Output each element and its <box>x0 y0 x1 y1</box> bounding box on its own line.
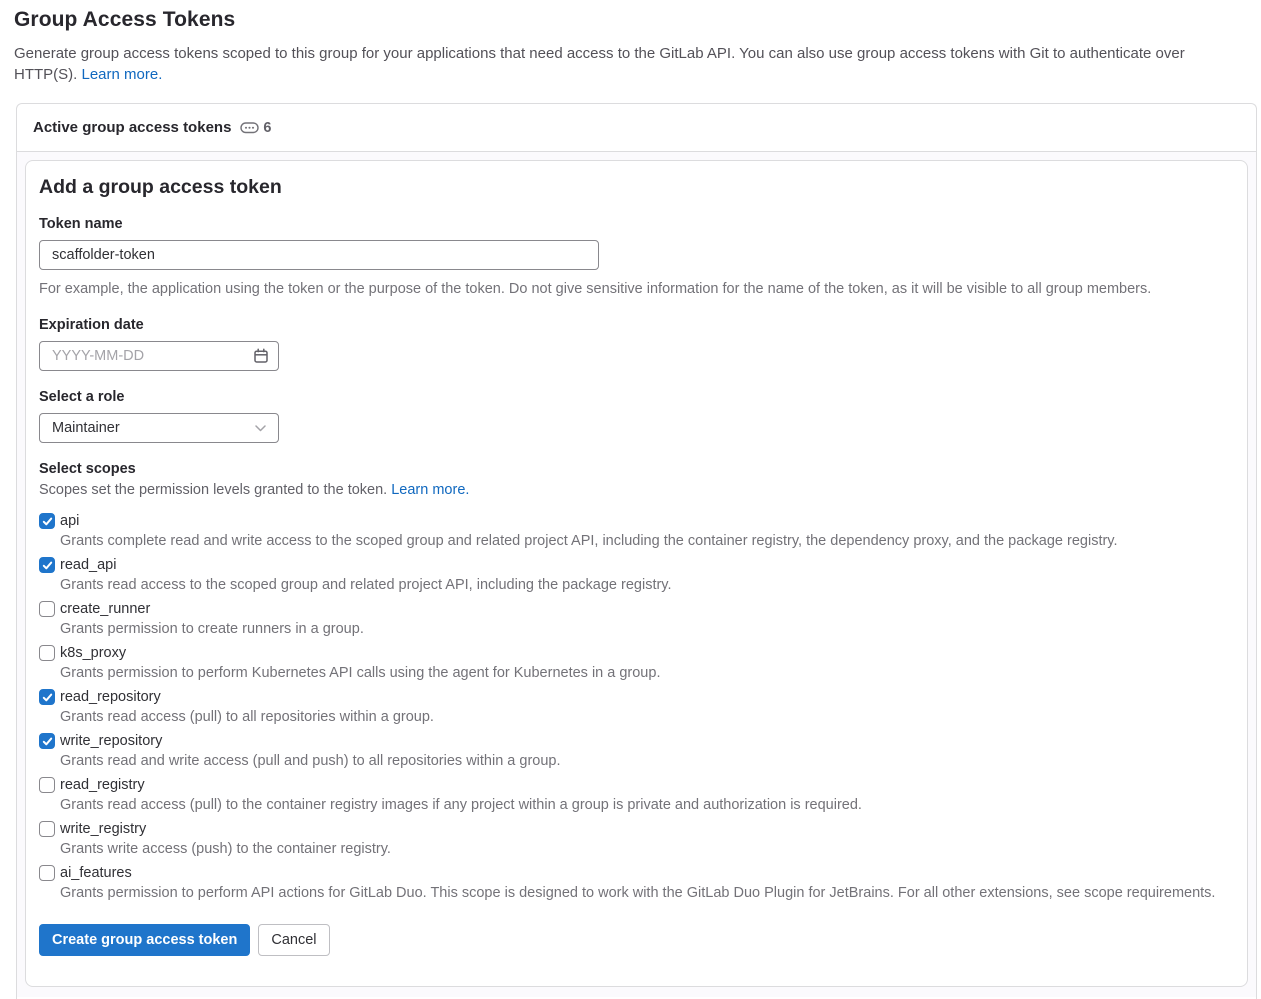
scope-row <box>39 511 1231 551</box>
scope-description: Grants permission to create runners in a group. <box>60 621 364 637</box>
scope-row <box>39 599 1231 639</box>
scopes-learn-more-link[interactable]: Learn more. <box>391 482 470 498</box>
page-title: Group Access Tokens <box>14 8 236 31</box>
check-icon <box>42 560 53 571</box>
scope-row <box>39 643 1231 683</box>
token-name-group <box>39 216 1231 299</box>
role-selected-value: Maintainer <box>52 420 120 436</box>
scope-name[interactable]: api <box>60 513 80 529</box>
scope-name[interactable]: read_repository <box>60 689 161 705</box>
form-actions <box>39 924 1231 956</box>
scope-checkbox[interactable] <box>39 689 55 705</box>
scope-description: Grants read access (pull) to the container registry images if any project within a group is private and authorization is required. <box>60 797 862 813</box>
scope-list <box>39 511 1231 903</box>
scope-name[interactable]: ai_features <box>60 865 132 881</box>
expiration-date-input[interactable] <box>39 341 279 371</box>
expiration-date-label: Expiration date <box>39 317 144 333</box>
scope-checkbox[interactable] <box>39 645 55 661</box>
ellipsis-pill-icon <box>240 120 259 135</box>
expiration-date-group <box>39 317 1231 371</box>
scope-description: Grants read and write access (pull and push) to all repositories within a group. <box>60 753 561 769</box>
page-description-text: Generate group access tokens scoped to this group for your applications that need access to the GitLab API. You can also use group access tokens with Git to authenticate over HTTP(S). <box>14 45 1185 83</box>
scope-checkbox[interactable] <box>39 601 55 617</box>
scope-row <box>39 555 1231 595</box>
scope-description: Grants permission to perform API actions for GitLab Duo. This scope is designed to work with the GitLab Duo Plugin for JetBrains. For all other extensions, see scope requirements. <box>60 885 1216 901</box>
scope-name[interactable]: read_registry <box>60 777 145 793</box>
scopes-label: Select scopes <box>39 461 136 477</box>
scope-checkbox[interactable] <box>39 557 55 573</box>
scope-checkbox[interactable] <box>39 777 55 793</box>
scope-row <box>39 687 1231 727</box>
active-tokens-header <box>17 104 1256 152</box>
chevron-down-icon <box>255 420 266 436</box>
add-token-title: Add a group access token <box>39 176 282 198</box>
scope-row <box>39 731 1231 771</box>
scope-name[interactable]: k8s_proxy <box>60 645 127 661</box>
role-label: Select a role <box>39 389 125 405</box>
token-count: 6 <box>263 119 272 136</box>
token-name-help: For example, the application using the token or the purpose of the token. Do not give sensitive information for the name of the token, as it will be visible to all group members. <box>39 281 1152 297</box>
token-name-input[interactable] <box>39 240 599 270</box>
active-tokens-panel <box>16 103 1257 999</box>
add-token-card <box>25 160 1248 987</box>
scope-row <box>39 819 1231 859</box>
scope-name[interactable]: write_registry <box>60 821 147 837</box>
scope-row <box>39 775 1231 815</box>
scope-checkbox[interactable] <box>39 513 55 529</box>
page-header <box>0 0 1261 85</box>
scope-name[interactable]: write_repository <box>60 733 163 749</box>
scope-checkbox[interactable] <box>39 821 55 837</box>
active-tokens-body <box>17 152 1256 997</box>
scopes-description-text: Scopes set the permission levels granted to the token. <box>39 482 388 498</box>
scope-description: Grants complete read and write access to the scoped group and related project API, including the container registry, the dependency proxy, and the package registry. <box>60 533 1118 549</box>
check-icon <box>42 692 53 703</box>
cancel-button[interactable]: Cancel <box>258 924 329 956</box>
check-icon <box>42 736 53 747</box>
scope-description: Grants read access (pull) to all repositories within a group. <box>60 709 434 725</box>
scope-description: Grants write access (push) to the container registry. <box>60 841 391 857</box>
scope-description: Grants permission to perform Kubernetes API calls using the agent for Kubernetes in a group. <box>60 665 661 681</box>
active-tokens-title: Active group access tokens <box>33 119 232 136</box>
scope-checkbox[interactable] <box>39 865 55 881</box>
scope-row <box>39 863 1231 903</box>
scopes-group <box>39 461 1231 903</box>
token-count-badge <box>240 120 271 136</box>
scope-name[interactable]: create_runner <box>60 601 151 617</box>
create-token-button[interactable]: Create group access token <box>39 924 250 956</box>
page-description <box>14 43 1247 85</box>
scope-name[interactable]: read_api <box>60 557 117 573</box>
scope-description: Grants read access to the scoped group and related project API, including the package registry. <box>60 577 672 593</box>
scope-checkbox[interactable] <box>39 733 55 749</box>
scopes-description <box>39 482 1231 498</box>
learn-more-link[interactable]: Learn more. <box>81 66 163 83</box>
check-icon <box>42 516 53 527</box>
role-group <box>39 389 1231 443</box>
expiration-date-wrap <box>39 341 279 371</box>
role-select[interactable] <box>39 413 279 443</box>
token-name-label: Token name <box>39 216 123 232</box>
